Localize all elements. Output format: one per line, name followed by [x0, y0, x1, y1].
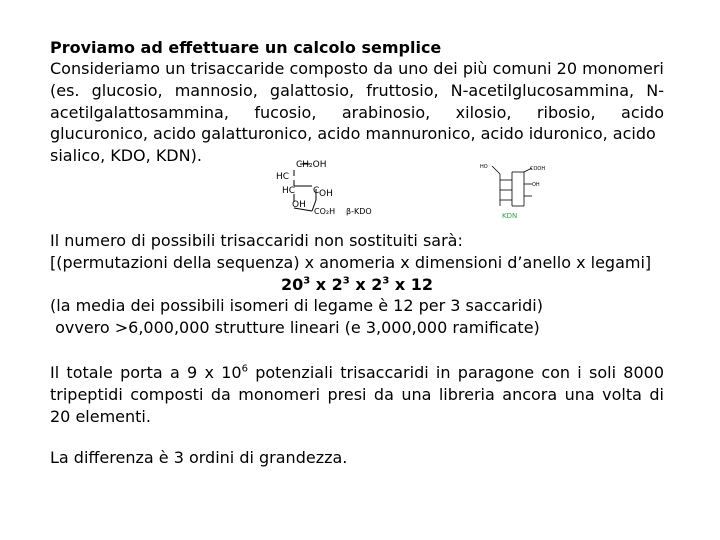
formula-exponent: 3: [303, 275, 311, 287]
mol1-label: HC: [276, 172, 290, 182]
calc-line: Il numero di possibili trisaccaridi non sostituiti sarà:: [50, 231, 463, 250]
total-line: 20 elementi.: [50, 406, 151, 426]
kdn-structure-diagram: [478, 160, 552, 220]
formula-exponent: 3: [382, 275, 390, 287]
formula-operator: x: [349, 274, 372, 294]
mol1-label: HC: [282, 186, 296, 196]
formula-term: 12: [410, 274, 434, 294]
kdn-label: KDN: [502, 212, 518, 220]
mol1-label: C: [313, 186, 320, 196]
total-line: tripeptidi composti da monomeri presi da una libreria ancora una volta di: [50, 384, 664, 404]
formula-operator: x: [389, 274, 411, 294]
calc-line: [(permutazioni della sequenza) x anomeria x dimensioni d’anello x legami]: [50, 252, 652, 272]
total-text: Il totale porta a 9 x 10: [50, 363, 242, 382]
calc-line: (la media dei possibili isomeri di legame è 12 per 3 saccaridi): [50, 296, 543, 316]
total-paragraph: [50, 362, 664, 427]
formula-term: 2: [371, 274, 383, 294]
conclusion-paragraph: [50, 447, 664, 469]
mol1-label: OH: [292, 200, 306, 210]
slide-title: Proviamo ad effettuare un calcolo semplice: [50, 38, 442, 57]
conclusion-line: La differenza è 3 ordini di grandezza.: [50, 448, 348, 467]
intro-line: Consideriamo un trisaccaride composto da uno dei più comuni 20 monomeri: [50, 59, 664, 78]
intro-line: (es. glucosio, mannosio, galattosio, fruttosio, N-acetilglucosammina, N-: [50, 80, 664, 100]
calculation-paragraph: [50, 230, 664, 339]
total-exponent: 6: [241, 363, 248, 375]
mol2-label: OH: [532, 182, 540, 188]
formula-term: 2: [331, 274, 343, 294]
kdo-structure-diagram: [262, 156, 394, 220]
calc-line: ovvero >6,000,000 strutture lineari (e 3,000,000 ramificate): [50, 318, 540, 338]
mol2-label: HO: [480, 164, 488, 170]
intro-paragraph: [50, 58, 664, 167]
total-line: [50, 362, 664, 384]
mol1-label: CO₂H: [314, 207, 336, 216]
formula-exponent: 3: [342, 275, 350, 287]
intro-line: sialico, KDO, KDN).: [50, 146, 202, 166]
mol2-label: COOH: [530, 166, 546, 172]
total-text: potenziali trisaccaridi in paragone con i soli 8000: [247, 363, 665, 382]
mol1-label: β-KDO: [346, 207, 372, 216]
intro-line: glucuronico, acido galatturonico, acido mannuronico, acido iduronico, acido: [50, 124, 656, 144]
calc-formula: [50, 274, 664, 296]
mol1-label: OH: [319, 189, 333, 199]
mol2-bonds: [492, 166, 532, 206]
formula-operator: x: [310, 274, 332, 294]
mol1-label: CH₂OH: [296, 160, 327, 170]
formula-term: 20: [280, 274, 304, 294]
intro-line: acetilgalattosammina, fucosio, arabinosio, xilosio, ribosio, acido: [50, 102, 664, 122]
